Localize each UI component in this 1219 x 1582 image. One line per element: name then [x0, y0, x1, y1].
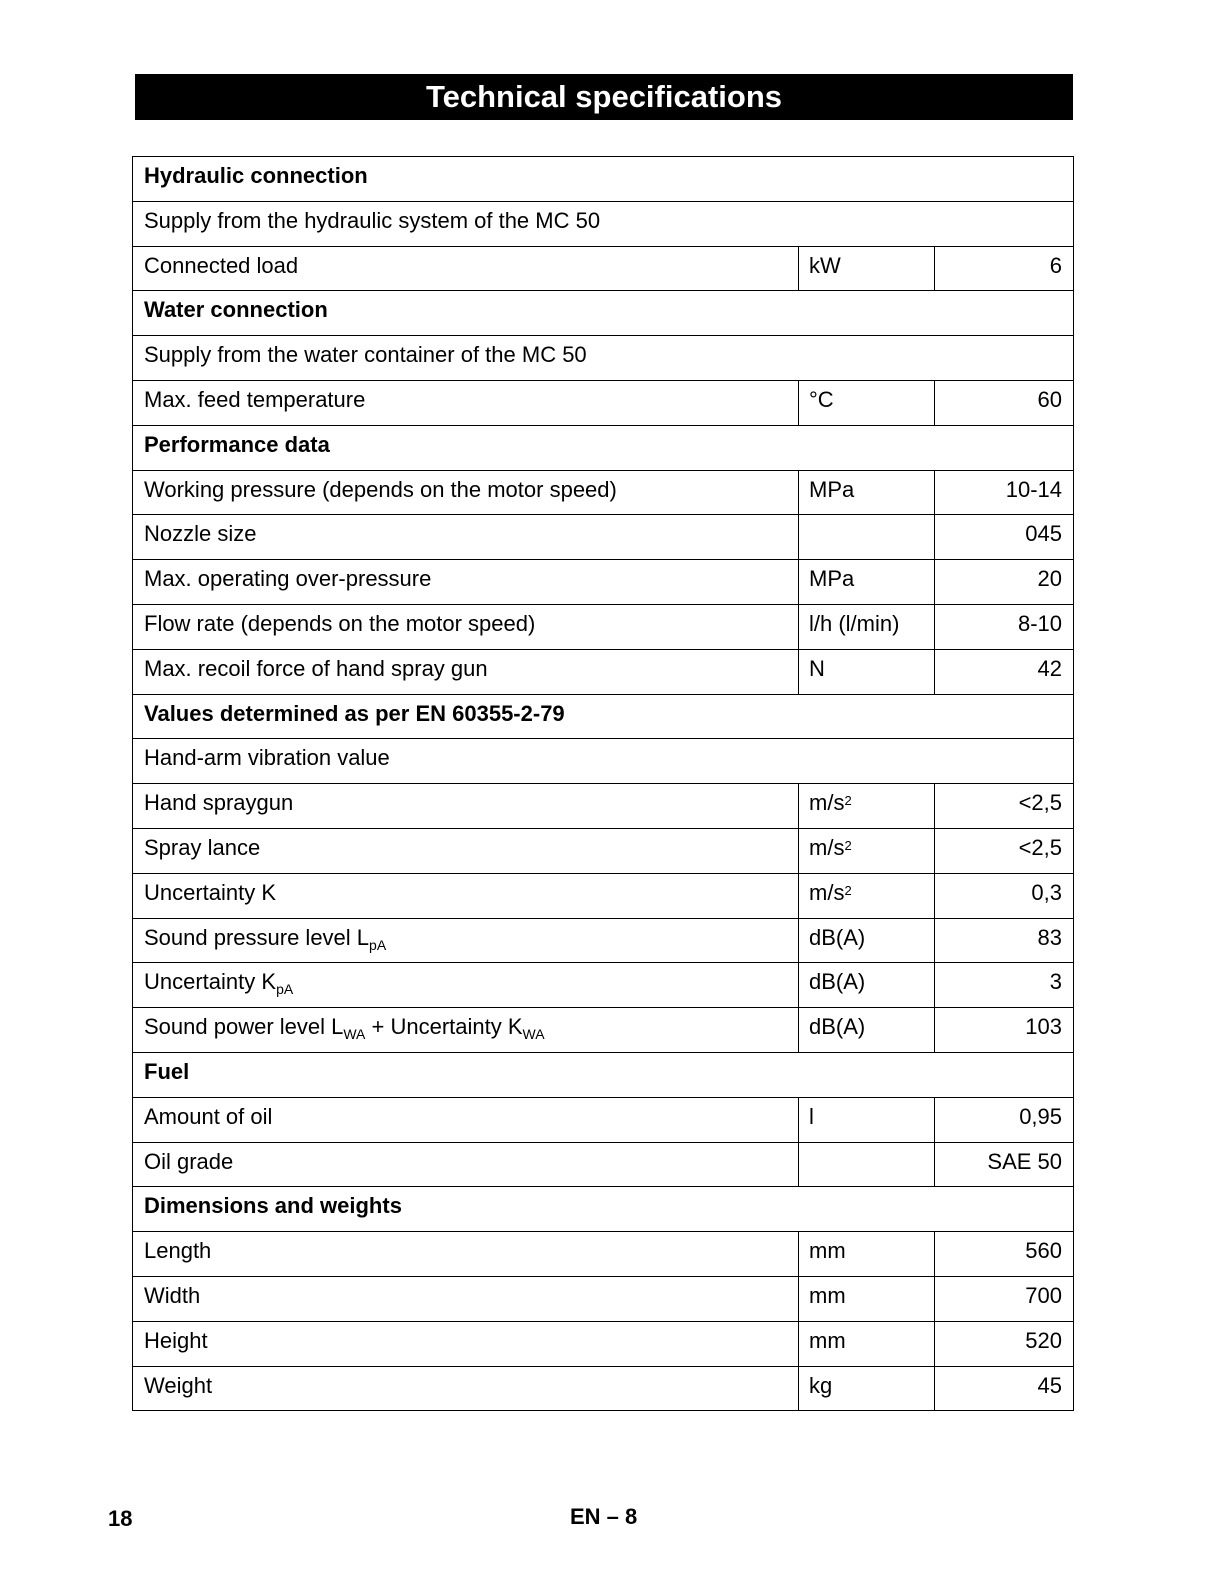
spec-value: 103	[935, 1008, 1074, 1053]
section-header-row	[133, 694, 1074, 739]
spec-unit	[799, 784, 935, 829]
spec-label-subscript: pA	[369, 936, 387, 953]
spec-label-text: Max. feed temperature	[144, 386, 366, 412]
spec-row	[133, 1366, 1074, 1411]
spec-label	[133, 1008, 799, 1053]
spec-label	[133, 470, 799, 515]
spec-label-text: Working pressure (depends on the motor speed)	[144, 476, 617, 502]
spec-value: 20	[935, 560, 1074, 605]
spec-label-text: Uncertainty K	[144, 879, 277, 905]
spec-unit	[799, 470, 935, 515]
spec-label	[133, 1097, 799, 1142]
note-row	[133, 336, 1074, 381]
spec-unit-text: m/s	[809, 834, 845, 860]
spec-label-subscript: WA	[522, 1026, 545, 1043]
spec-row	[133, 604, 1074, 649]
spec-table-body	[133, 157, 1074, 1411]
spec-label	[133, 380, 799, 425]
spec-unit	[799, 1321, 935, 1366]
spec-value: 0,3	[935, 873, 1074, 918]
section-header-row	[133, 425, 1074, 470]
spec-unit-text: mm	[809, 1238, 846, 1264]
spec-value: 045	[935, 515, 1074, 560]
section-title: Dimensions and weights	[133, 1187, 1074, 1232]
section-title: Performance data	[133, 425, 1074, 470]
spec-value: 60	[935, 380, 1074, 425]
section-title: Fuel	[133, 1052, 1074, 1097]
spec-label	[133, 873, 799, 918]
spec-label	[133, 784, 799, 829]
spec-unit-superscript: 2	[844, 793, 852, 809]
spec-row	[133, 380, 1074, 425]
spec-row	[133, 1142, 1074, 1187]
spec-label	[133, 246, 799, 291]
spec-unit	[799, 380, 935, 425]
spec-unit	[799, 515, 935, 560]
spec-unit	[799, 560, 935, 605]
spec-value: 3	[935, 963, 1074, 1008]
spec-label-subscript: pA	[276, 981, 294, 998]
spec-row	[133, 963, 1074, 1008]
spec-row	[133, 246, 1074, 291]
section-title: Water connection	[133, 291, 1074, 336]
spec-value: 83	[935, 918, 1074, 963]
spec-row	[133, 649, 1074, 694]
spec-value: 560	[935, 1232, 1074, 1277]
spec-label	[133, 1276, 799, 1321]
section-title: Hydraulic connection	[133, 157, 1074, 202]
spec-unit	[799, 963, 935, 1008]
section-title: Values determined as per EN 60355-2-79	[133, 694, 1074, 739]
spec-value: <2,5	[935, 784, 1074, 829]
spec-label	[133, 1366, 799, 1411]
spec-unit-text: l/h (l/min)	[809, 610, 900, 636]
spec-row	[133, 1008, 1074, 1053]
spec-row	[133, 784, 1074, 829]
spec-unit-text: m/s	[809, 790, 845, 816]
spec-value: 45	[935, 1366, 1074, 1411]
spec-row	[133, 918, 1074, 963]
spec-label	[133, 918, 799, 963]
spec-row	[133, 470, 1074, 515]
spec-unit-text: N	[809, 655, 825, 681]
spec-row	[133, 1097, 1074, 1142]
spec-value: 8-10	[935, 604, 1074, 649]
spec-unit-text: MPa	[809, 476, 855, 502]
spec-label-text: Uncertainty K	[144, 969, 277, 995]
spec-label	[133, 604, 799, 649]
spec-row	[133, 1321, 1074, 1366]
spec-unit-text: l	[809, 1103, 814, 1129]
language-page-label: EN – 8	[570, 1504, 638, 1529]
spec-unit	[799, 1276, 935, 1321]
spec-unit-text: kW	[809, 252, 841, 278]
spec-label-text: Sound pressure level L	[144, 924, 370, 950]
spec-unit	[799, 1232, 935, 1277]
spec-label-text: Nozzle size	[144, 521, 257, 547]
spec-label-text: Sound power level L	[144, 1014, 344, 1040]
spec-label-text: Spray lance	[144, 834, 261, 860]
spec-value: 42	[935, 649, 1074, 694]
spec-label-text: Max. recoil force of hand spray gun	[144, 655, 488, 681]
spec-unit	[799, 649, 935, 694]
spec-label-text: Width	[144, 1282, 201, 1308]
spec-label	[133, 963, 799, 1008]
spec-row	[133, 828, 1074, 873]
note-row	[133, 739, 1074, 784]
spec-value: 700	[935, 1276, 1074, 1321]
section-header-row	[133, 1187, 1074, 1232]
spec-label	[133, 1321, 799, 1366]
spec-label-text: Length	[144, 1238, 212, 1264]
spec-unit-text: m/s	[809, 879, 845, 905]
spec-row	[133, 515, 1074, 560]
spec-value: SAE 50	[935, 1142, 1074, 1187]
spec-unit-text: mm	[809, 1327, 846, 1353]
spec-unit-text: dB(A)	[809, 1014, 866, 1040]
spec-label	[133, 515, 799, 560]
spec-unit	[799, 918, 935, 963]
spec-label-subscript: WA	[343, 1026, 366, 1043]
spec-label-text: Height	[144, 1327, 208, 1353]
spec-unit-text: dB(A)	[809, 969, 866, 995]
spec-row	[133, 1276, 1074, 1321]
spec-label-text: Hand spraygun	[144, 790, 294, 816]
note-row	[133, 201, 1074, 246]
spec-label-continuation: + Uncertainty K	[365, 1014, 523, 1040]
spec-unit-superscript: 2	[844, 882, 852, 898]
spec-unit	[799, 246, 935, 291]
spec-table	[132, 156, 1074, 1411]
spec-unit-text: kg	[809, 1372, 833, 1398]
spec-unit	[799, 873, 935, 918]
spec-unit	[799, 1008, 935, 1053]
section-header-row	[133, 291, 1074, 336]
spec-label-text: Oil grade	[144, 1148, 234, 1174]
spec-value: 6	[935, 246, 1074, 291]
spec-label	[133, 560, 799, 605]
note-text: Supply from the hydraulic system of the MC 50	[133, 201, 1074, 246]
spec-unit	[799, 1366, 935, 1411]
spec-label-text: Amount of oil	[144, 1103, 273, 1129]
spec-unit-text: °C	[809, 386, 834, 412]
page-title: Technical specifications	[135, 74, 1073, 120]
spec-row	[133, 560, 1074, 605]
spec-label-text: Connected load	[144, 252, 299, 278]
section-header-row	[133, 1052, 1074, 1097]
spec-row	[133, 873, 1074, 918]
spec-value: 0,95	[935, 1097, 1074, 1142]
spec-label	[133, 1142, 799, 1187]
spec-label-text: Weight	[144, 1372, 213, 1398]
spec-value: <2,5	[935, 828, 1074, 873]
spec-unit	[799, 1142, 935, 1187]
spec-value: 520	[935, 1321, 1074, 1366]
spec-unit	[799, 604, 935, 649]
note-text: Hand-arm vibration value	[133, 739, 1074, 784]
spec-unit	[799, 1097, 935, 1142]
note-text: Supply from the water container of the MC 50	[133, 336, 1074, 381]
spec-unit	[799, 828, 935, 873]
spec-label	[133, 1232, 799, 1277]
spec-row	[133, 1232, 1074, 1277]
spec-label-text: Flow rate (depends on the motor speed)	[144, 610, 536, 636]
spec-value: 10-14	[935, 470, 1074, 515]
spec-unit-text: mm	[809, 1282, 846, 1308]
spec-label	[133, 828, 799, 873]
spec-unit-text: dB(A)	[809, 924, 866, 950]
spec-label	[133, 649, 799, 694]
spec-label-text: Max. operating over-pressure	[144, 566, 432, 592]
section-header-row	[133, 157, 1074, 202]
spec-unit-text: MPa	[809, 566, 855, 592]
page-number: 18	[108, 1506, 133, 1531]
spec-unit-superscript: 2	[844, 837, 852, 853]
